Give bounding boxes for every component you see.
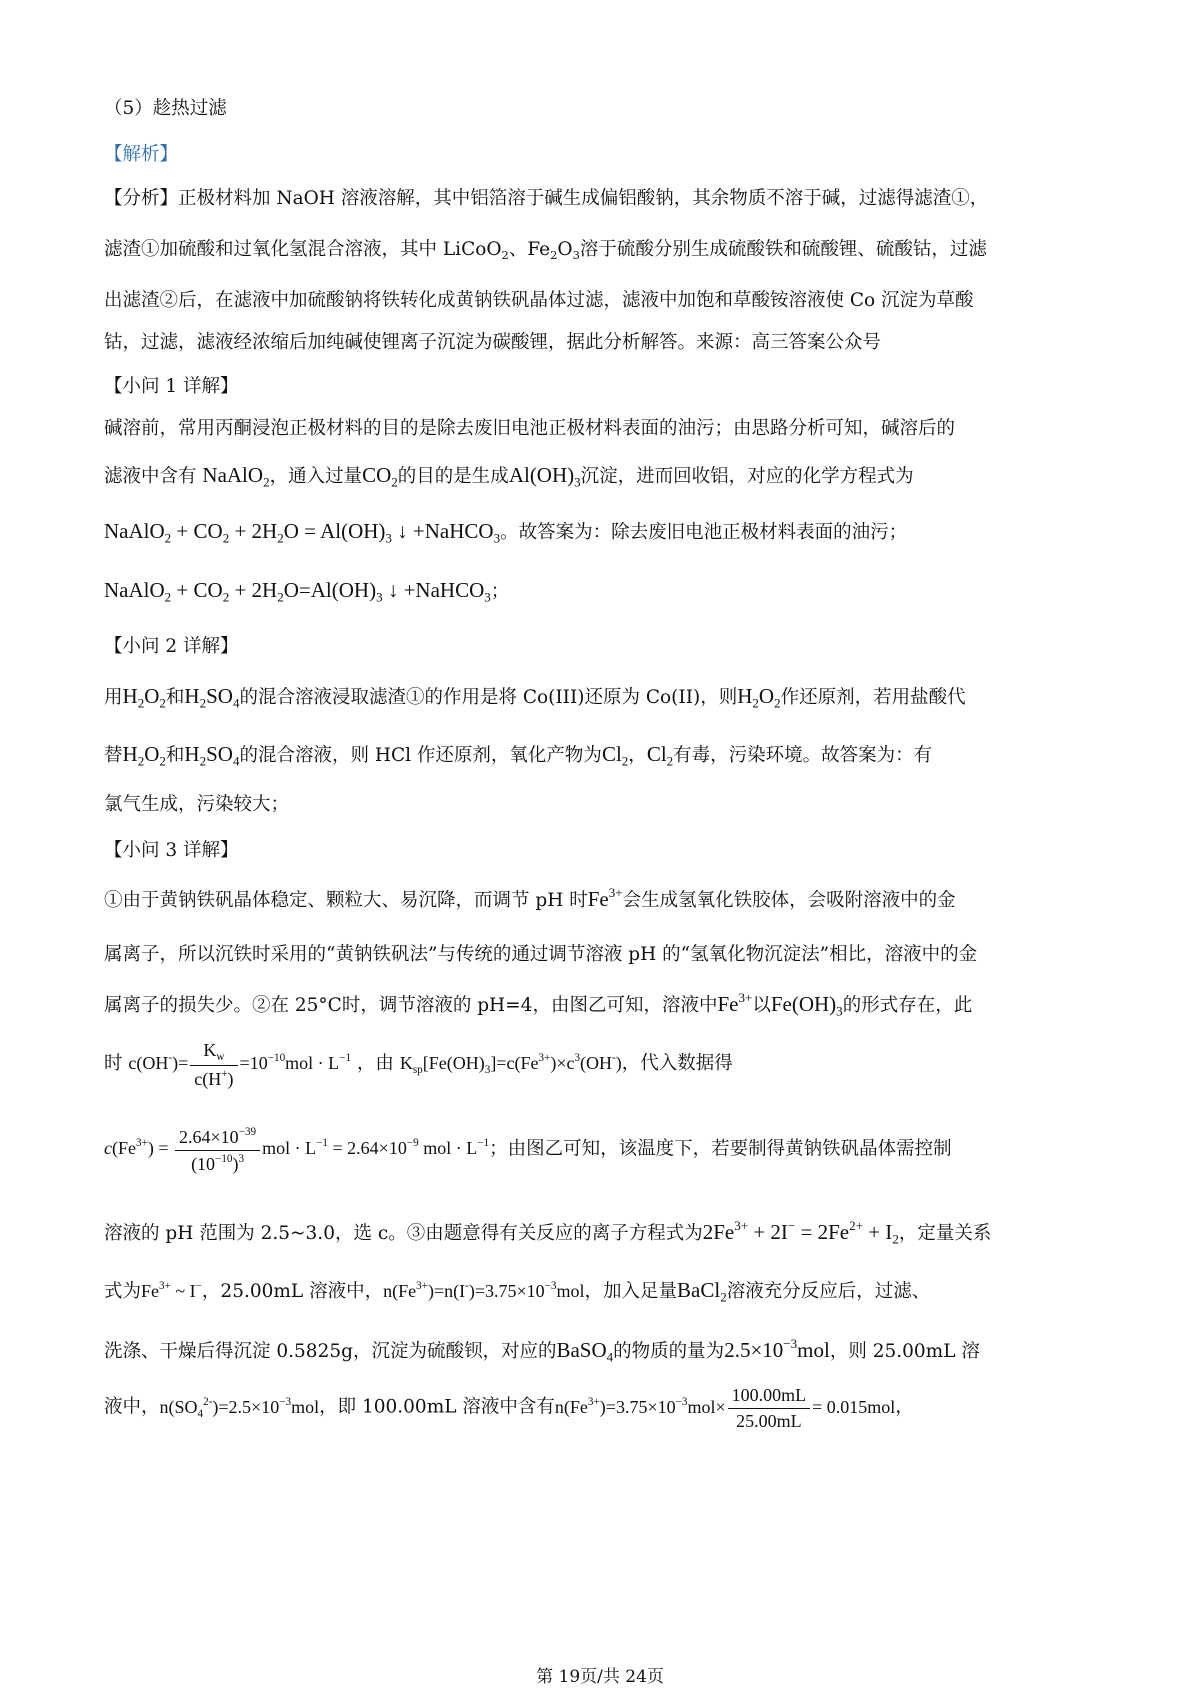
- answer-5: （5）趁热过滤: [104, 98, 227, 119]
- q1-title: 【小问 1 详解】: [104, 376, 239, 397]
- analysis-line-2: 滤渣①加硫酸和过氧化氢混合溶液，其中 LiCoO$_2$、$Fe_2O_3$溶于硫酸分别生成硫酸铁和硫酸锂、硫酸钴，过滤: [104, 239, 987, 262]
- page-footer: 第 19页/共 24页: [536, 1667, 664, 1687]
- q1-equation-1: NaAlO$_2$ + $CO_2 + 2H_2O = Al(OH)_3$ ↓ +NaHCO$_3$。故答案为：除去废旧电池正极材料表面的油污；: [104, 519, 908, 546]
- q3-line-9: 液中，$n(SO_4^{2-})=2.5\times 10^{-3}mol$，即 100.00mL 溶液中含有$n(Fe^{3+})=3.75\times 10^{-3}mol\times$ $\frac{100.00mL}{25.00mL}$ = 0.015mol，: [104, 1385, 914, 1431]
- analysis-line-1: 【分析】正极材料加 NaOH 溶液溶解，其中铝箔溶于碱生成偏铝酸钠，其余物质不溶于碱，过滤得滤渣①，: [104, 188, 989, 209]
- q1-line-2: 滤液中含有 NaAlO$_2$，通入过量$CO_2$的目的是生成$Al(OH)_3$沉淀，进而回收铝，对应的化学方程式为: [104, 463, 914, 490]
- q1-equation-2: NaAlO$_2$ + $CO_2 + 2H_2O=Al(OH)_3$ ↓ +NaHCO$_3$；: [104, 578, 510, 605]
- analysis-line-4: 钴，过滤，滤液经浓缩后加纯碱使锂离子沉淀为碳酸锂，据此分析解答。来源：高三答案公众号: [104, 332, 882, 353]
- q3-title: 【小问 3 详解】: [104, 840, 239, 861]
- q3-line-1: ①由于黄钠铁矾晶体稳定、颗粒大、易沉降，而调节 pH 时$Fe^{3+}$会生成氢氧化铁胶体，会吸附溶液中的金: [104, 885, 956, 912]
- q2-line-2: 替$H_2O_2$和$H_2SO_4$的混合溶液，则 HCl 作还原剂，氧化产物为$Cl_2$，$Cl_2$有毒，污染环境。故答案为：有: [104, 742, 933, 769]
- analysis-header: 【解析】: [104, 144, 179, 165]
- q1-line-1: 碱溶前，常用丙酮浸泡正极材料的目的是除去废旧电池正极材料表面的油污；由思路分析可知，碱溶后的: [104, 418, 956, 439]
- q2-line-3: 氯气生成，污染较大；: [104, 794, 290, 815]
- q2-line-1: 用$H_2O_2$和$H_2SO_4$的混合溶液浸取滤渣①的作用是将 Co(III)还原为 Co(II)，则$H_2O_2$作还原剂，若用盐酸代: [104, 684, 966, 711]
- analysis-line-3: 出滤渣②后，在滤液中加硫酸钠将铁转化成黄钠铁矾晶体过滤，滤液中加饱和草酸铵溶液使 Co 沉淀为草酸: [104, 290, 974, 311]
- q3-fe-concentration: $c(Fe^{3+})$ = $\frac{2.64\times 10^{-39}}{(10^{-10})^3}$ mol · $L^{-1} = 2.64\times 10^{-9}$ mol · $L^{-1}$；由图乙可知，该温度下，若要制得黄钠铁矾晶体需控制: [104, 1126, 952, 1174]
- q3-line-8: 洗涤、干燥后得沉淀 0.5825g，沉淀为硫酸钡，对应的BaSO$_4$的物质的量为$2.5\times 10^{-3}mol$，则 25.00mL 溶: [104, 1336, 980, 1365]
- q3-line-2: 属离子，所以沉铁时采用的“黄钠铁矾法”与传统的通过调节溶液 pH 的“氢氧化物沉淀法”相比，溶液中的金: [104, 944, 978, 965]
- q3-line-6: 溶液的 pH 范围为 2.5~3.0，选 c。③由题意得有关反应的离子方程式为$2Fe^{3+} + 2I^- = 2Fe^{2+} + I_2$，定量关系: [104, 1218, 992, 1247]
- q3-kw-line: 时 c(OH-)= $\frac{K_w}{c(H^+)}$ $=10^{-10}mol \cdot L^{-1}$ ，由 $K_{sp}[Fe(OH)_3]=c(Fe^{3+})\times c^3(OH^-)$，代入数据得: [104, 1040, 733, 1089]
- q3-line-3: 属离子的损失少。②在 25°C时，调节溶液的 pH=4，由图乙可知，溶液中$Fe^{3+}$以$Fe(OH)_3$的形式存在，此: [104, 990, 973, 1019]
- q2-title: 【小问 2 详解】: [104, 636, 239, 657]
- q3-line-7: 式为$Fe^{3+}$ ~ I−，25.00mL 溶液中，$n(Fe^{3+})=n(I^-)=3.75\times 10^{-3}mol$，加入足量BaCl$_2$溶液充分反应后，过滤、: [104, 1278, 931, 1305]
